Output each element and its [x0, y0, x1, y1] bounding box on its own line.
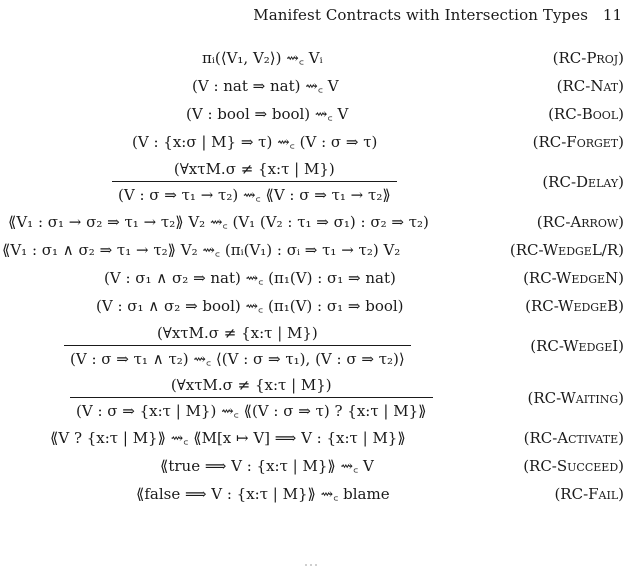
inference-fraction	[70, 376, 433, 421]
rule-formula: (V : nat ⇒ nat) ⇝꜀ V	[192, 77, 339, 95]
rule-rc-bool	[0, 100, 634, 128]
rule-rc-wedge-lr	[0, 236, 634, 264]
rule-name: (RC-Bool)	[548, 105, 624, 123]
inference-fraction	[64, 324, 411, 369]
page-header	[0, 2, 634, 28]
rule-formula: ⟪true ⟹ V : {x:τ | M}⟫ ⇝꜀ V	[160, 457, 374, 475]
rule-formula: (V : {x:σ | M} ⇒ τ) ⇝꜀ (V : σ ⇒ τ)	[132, 133, 378, 151]
rule-name: (RC-Arrow)	[536, 213, 624, 231]
rule-conclusion: (V : σ ⇒ τ₁ → τ₂) ⇝꜀ ⟪V : σ ⇒ τ₁ → τ₂⟫	[112, 181, 397, 205]
rule-name: (RC-WedgeN)	[523, 269, 624, 287]
rule-rc-wedge-n	[0, 264, 634, 292]
rule-name: (RC-Delay)	[542, 173, 624, 191]
rule-formula: ⟪false ⟹ V : {x:τ | M}⟫ ⇝꜀ blame	[136, 485, 390, 503]
rule-name: (RC-Fail)	[554, 485, 624, 503]
running-title: Manifest Contracts with Intersection Types	[253, 6, 588, 24]
faint-footer-mark	[305, 551, 325, 555]
rule-rc-activate	[0, 424, 634, 452]
rule-name: (RC-Proj)	[552, 49, 624, 67]
rule-rc-wedge-i	[0, 320, 634, 372]
rule-formula: πᵢ(⟨V₁, V₂⟩) ⇝꜀ Vᵢ	[202, 49, 323, 67]
rule-rc-succeed	[0, 452, 634, 480]
rule-formula: ⟪V₁ : σ₁ → σ₂ ⇒ τ₁ → τ₂⟫ V₂ ⇝꜀ (V₁ (V₂ : τ₁ ⇒ σ₁) : σ₂ ⇒ τ₂)	[8, 213, 429, 231]
rule-name: (RC-WedgeB)	[525, 297, 624, 315]
rule-rc-delay	[0, 156, 634, 208]
rule-rc-proj	[0, 44, 634, 72]
rule-premise: (∀xτM.σ ≠ {x:τ | M})	[156, 323, 318, 342]
rule-formula: ⟪V₁ : σ₁ ∧ σ₂ ⇒ τ₁ → τ₂⟫ V₂ ⇝꜀ (πᵢ(V₁) : σᵢ ⇒ τ₁ → τ₂) V₂	[2, 241, 401, 259]
rule-conclusion: (V : σ ⇒ {x:τ | M}) ⇝꜀ ⟪(V : σ ⇒ τ) ? {x:τ | M}⟫	[70, 397, 433, 421]
rule-premise: (∀xτM.σ ≠ {x:τ | M})	[170, 375, 332, 394]
rule-rc-arrow	[0, 208, 634, 236]
rule-name: (RC-WedgeL/R)	[509, 241, 624, 259]
rule-rc-waiting	[0, 372, 634, 424]
page-number: 11	[602, 6, 622, 24]
rule-rc-forget	[0, 128, 634, 156]
rule-formula: (V : σ₁ ∧ σ₂ ⇒ bool) ⇝꜀ (π₁(V) : σ₁ ⇒ bool)	[96, 297, 404, 315]
rule-formula: ⟪V ? {x:τ | M}⟫ ⇝꜀ ⟪M[x ↦ V] ⟹ V : {x:τ | M}⟫	[50, 429, 406, 447]
inference-fraction	[112, 160, 397, 205]
reduction-rules	[0, 44, 634, 508]
rule-name: (RC-Succeed)	[523, 457, 624, 475]
rule-name: (RC-Activate)	[523, 429, 624, 447]
rule-premise: (∀xτM.σ ≠ {x:τ | M})	[173, 159, 335, 178]
rule-formula: (V : bool ⇒ bool) ⇝꜀ V	[186, 105, 349, 123]
rule-conclusion: (V : σ ⇒ τ₁ ∧ τ₂) ⇝꜀ ⟨(V : σ ⇒ τ₁), (V : σ ⇒ τ₂)⟩	[64, 345, 411, 369]
rule-name: (RC-WedgeI)	[530, 337, 624, 355]
rule-name: (RC-Nat)	[556, 77, 624, 95]
rule-name: (RC-Waiting)	[527, 389, 624, 407]
rule-formula: (V : σ₁ ∧ σ₂ ⇒ nat) ⇝꜀ (π₁(V) : σ₁ ⇒ nat)	[104, 269, 396, 287]
rule-rc-nat	[0, 72, 634, 100]
rule-rc-wedge-b	[0, 292, 634, 320]
rule-name: (RC-Forget)	[532, 133, 624, 151]
rule-rc-fail	[0, 480, 634, 508]
